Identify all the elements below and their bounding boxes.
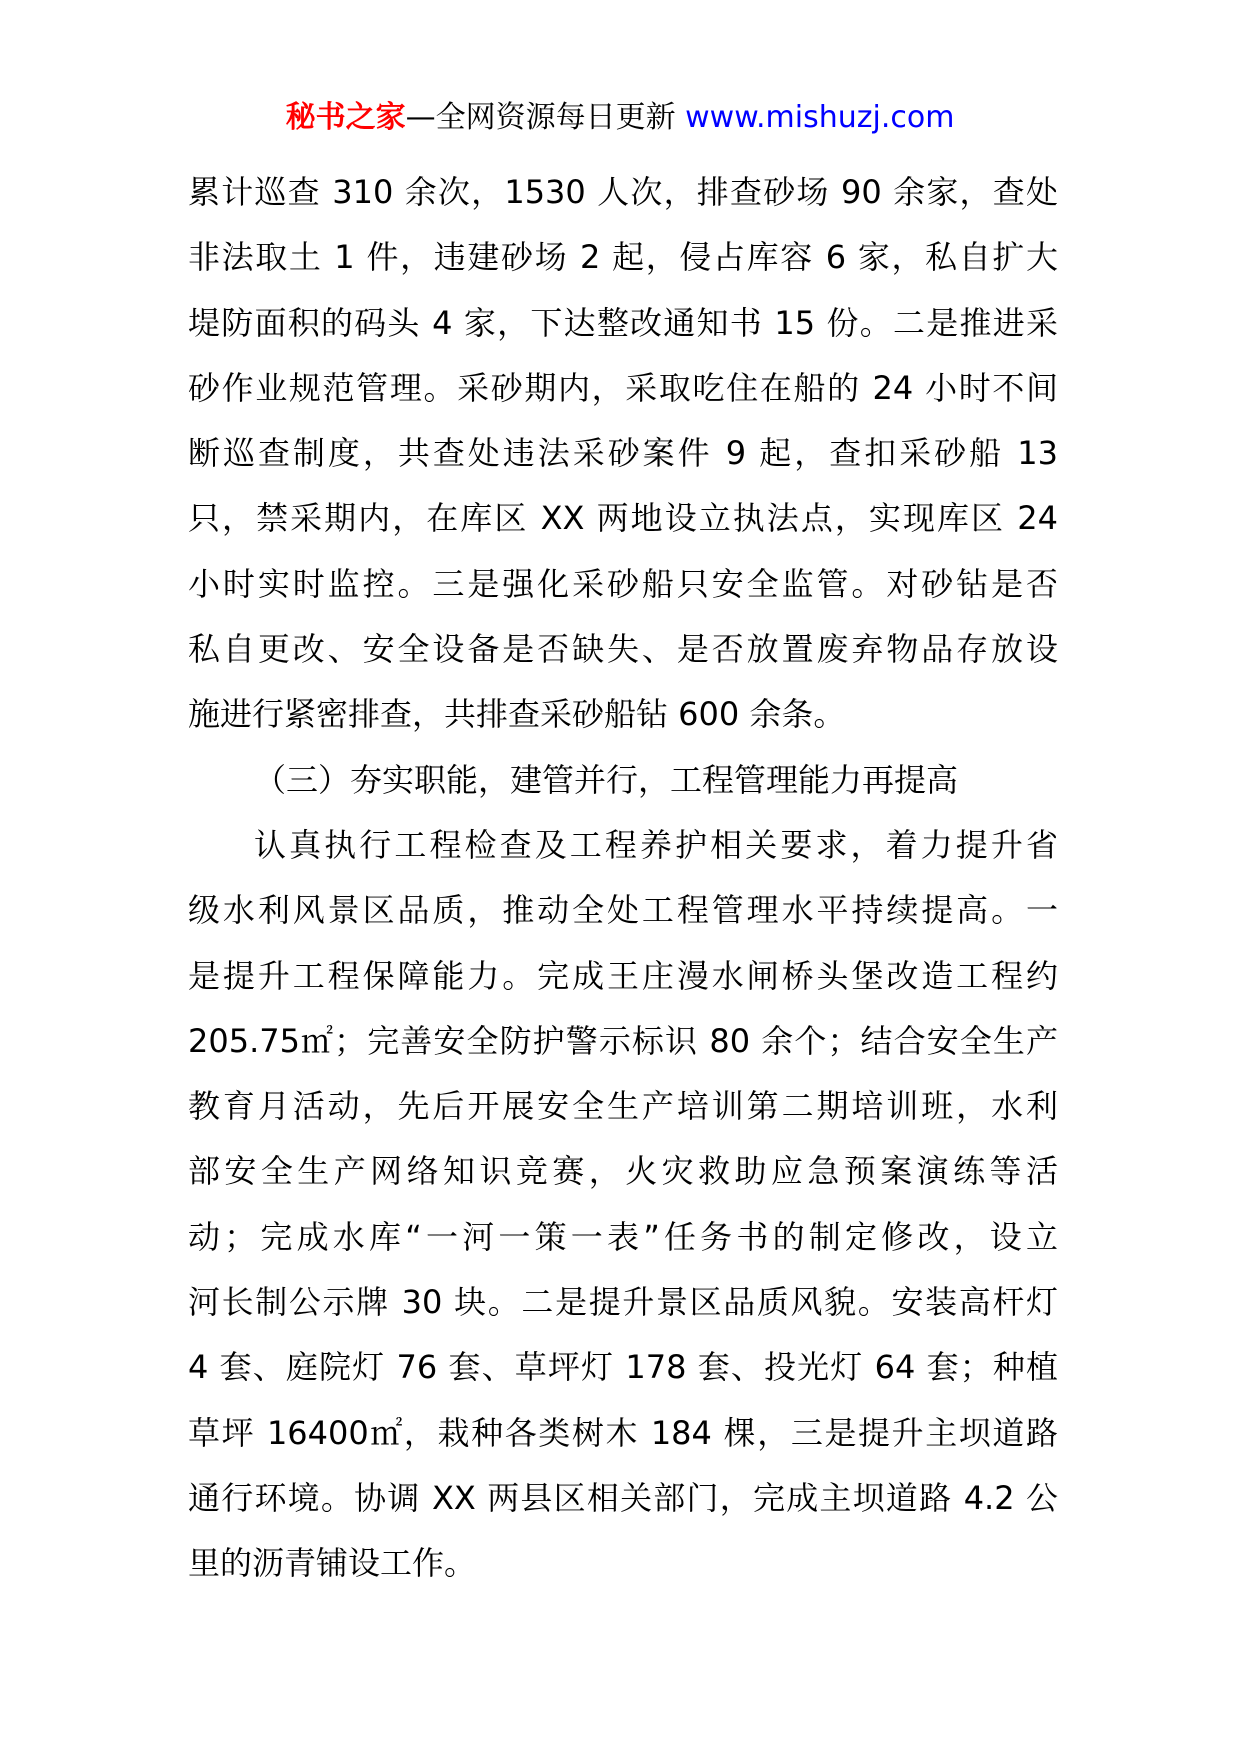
text-line: 205.75㎡；完善安全防护警示标识 80 余个；结合安全生产 [188,1021,1058,1060]
text-line: 小时实时监控。三是强化采砂船只安全监管。对砂钻是否 [188,564,1058,603]
text-line: 4 套、庭院灯 76 套、草坪灯 178 套、投光灯 64 套；种植 [188,1348,1058,1387]
text-line: 草坪 16400㎡，栽种各类树木 184 棵，三是提升主坝道路 [188,1413,1058,1452]
text-line: 私自更改、安全设备是否缺失、是否放置废弃物品存放设 [188,630,1058,669]
text-line: 是提升工程保障能力。完成王庄漫水闸桥头堡改造工程约 [188,956,1058,995]
page-header [0,98,1240,138]
header-brand: 秘书之家 [285,100,406,135]
text-line: 只，禁采期内，在库区 XX 两地设立执法点，实现库区 24 [188,499,1058,538]
text-line: 累计巡查 310 余次，1530 人次，排查砂场 90 余家，查处 [188,173,1058,211]
document-body [188,160,1058,1597]
text-line: 河长制公示牌 30 块。二是提升景区品质风貌。安装高杆灯 [188,1283,1058,1322]
text-line: 动；完成水库“一河一策一表”任务书的制定修改，设立 [188,1217,1058,1256]
header-url-link[interactable]: www.mishuzj.com [685,100,955,135]
text-line: 通行环境。协调 XX 两县区相关部门，完成主坝道路 4.2 公 [188,1478,1058,1517]
text-line: 教育月活动，先后开展安全生产培训第二期培训班，水利 [188,1087,1058,1126]
text-line: 堤防面积的码头 4 家，下达整改通知书 15 份。二是推进采 [188,303,1058,342]
text-line: 里的沥青铺设工作。 [188,1544,477,1583]
text-line: 部安全生产网络知识竞赛，火灾救助应急预案演练等活 [188,1152,1058,1191]
text-line: 级水利风景区品质，推动全处工程管理水平持续提高。一 [188,891,1058,930]
text-line: 砂作业规范管理。采砂期内，采取吃住在船的 24 小时不间 [188,368,1058,407]
text-line: 非法取土 1 件，违建砂场 2 起，侵占库容 6 家，私自扩大 [188,238,1058,277]
text-line: 断巡查制度，共查处违法采砂案件 9 起，查扣采砂船 13 [188,434,1058,473]
text-line: 施进行紧密排查，共排查采砂船钻 600 余条。 [188,695,846,734]
text-line: 认真执行工程检查及工程养护相关要求，着力提升省 [254,825,1058,864]
header-tagline: —全网资源每日更新 [405,100,676,135]
section-heading: （三）夯实职能，建管并行，工程管理能力再提高 [254,760,959,799]
